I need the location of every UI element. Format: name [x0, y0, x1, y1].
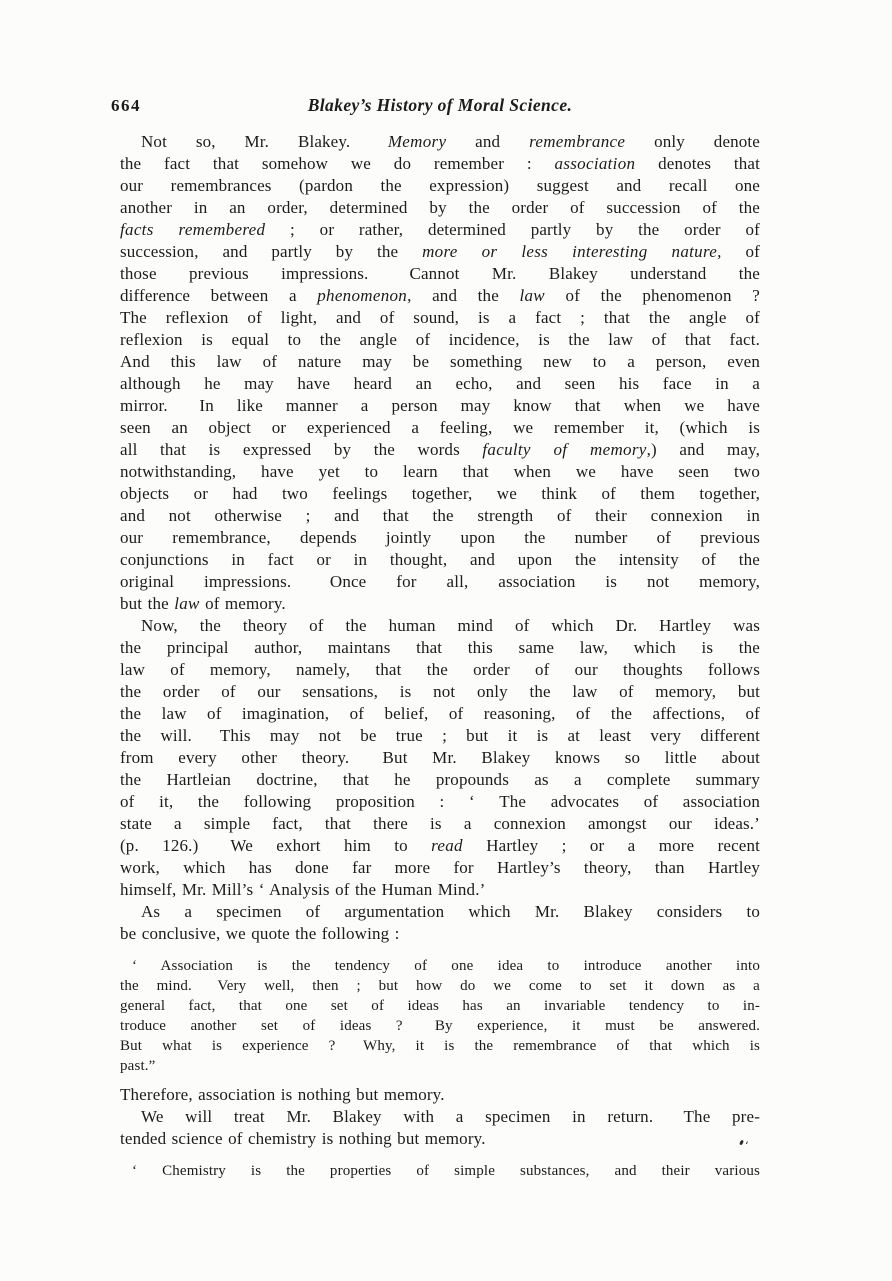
text-run: himself, Mr. Mill’s ‘ Analysis of the Human Mind.’ — [120, 880, 486, 899]
text-run: Now, the theory of the human mind of which Dr. Hartley was — [141, 616, 760, 635]
text-run: objects or had two feelings together, we think of them together, — [120, 484, 760, 503]
running-title: Blakey’s History of Moral Science. — [307, 95, 573, 115]
text-run: ; or rather, determined partly by the order of — [265, 220, 760, 239]
text-run: Not so, Mr. Blakey. — [141, 132, 388, 151]
text-line — [120, 901, 760, 923]
text-run: of memory. — [199, 594, 286, 613]
text-run: The reflexion of light, and of sound, is a fact ; that the angle of — [120, 308, 760, 327]
text-line — [120, 1084, 760, 1106]
text-run: those previous impressions. Cannot Mr. Blakey understand the — [120, 264, 760, 283]
text-line — [120, 153, 760, 175]
text-line — [120, 241, 760, 263]
text-line — [120, 659, 760, 681]
text-run: We will treat Mr. Blakey with a specimen in return. The pre- — [141, 1107, 760, 1126]
text-run: original impressions. Once for all, association is not memory, — [120, 572, 760, 591]
text-run: And this law of nature may be something new to a person, even — [120, 352, 760, 371]
text-line — [120, 1106, 760, 1128]
body-paragraph — [120, 901, 760, 945]
text-line — [120, 813, 760, 835]
text-run: the fact that somehow we do remember : — [120, 154, 555, 173]
emphasized-text: faculty of memory — [482, 440, 647, 459]
text-run: all that is expressed by the words — [120, 440, 483, 459]
text-run: ‘ Chemistry is the properties of simple substances, and their various — [132, 1163, 760, 1179]
text-run: our remembrances (pardon the expression) suggest and recall one — [120, 176, 760, 195]
text-run: mirror. In like manner a person may know that when we have — [120, 396, 760, 415]
text-line — [120, 1128, 760, 1150]
text-run: reflexion is equal to the angle of incidence, is the law of that fact. — [120, 330, 760, 349]
text-run: , and the — [407, 286, 520, 305]
text-line — [120, 923, 760, 945]
text-run: the law of imagination, of belief, of reasoning, of the affections, of — [120, 704, 760, 723]
emphasized-text: Memory — [387, 132, 447, 151]
text-line — [120, 615, 760, 637]
text-line — [120, 976, 760, 996]
blockquote-paragraph — [120, 956, 760, 1076]
text-line — [120, 747, 760, 769]
emphasized-text: law — [174, 594, 200, 613]
text-run: although he may have heard an echo, and seen his face in a — [120, 374, 760, 393]
text-line — [120, 637, 760, 659]
body-paragraph — [120, 615, 760, 901]
text-line — [120, 681, 760, 703]
text-run: the Hartleian doctrine, that he propounds as a complete summary — [120, 770, 760, 789]
text-run: (p. 126.) We exhort him to — [120, 836, 432, 855]
text-run: But what is experience ? Why, it is the remembrance of that which is — [120, 1038, 760, 1054]
text-line — [120, 1036, 760, 1056]
page-number: 664 — [111, 96, 141, 115]
body-paragraph — [120, 1106, 760, 1150]
text-run: of the phenomenon ? — [544, 286, 760, 305]
text-run: another in an order, determined by the order of succession of the — [120, 198, 760, 217]
text-line — [120, 263, 760, 285]
text-run: As a specimen of argumentation which Mr. Blakey considers to — [141, 902, 760, 921]
text-run: from every other theory. But Mr. Blakey knows so little about — [120, 748, 760, 767]
text-line — [120, 725, 760, 747]
text-line — [120, 791, 760, 813]
page-header — [111, 95, 760, 119]
text-line — [120, 1161, 760, 1181]
emphasized-text: read — [431, 836, 463, 855]
text-run: of — [721, 242, 760, 261]
text-line — [120, 175, 760, 197]
body-paragraph — [120, 131, 760, 615]
text-run: and — [446, 132, 530, 151]
text-run: notwithstanding, have yet to learn that when we have seen two — [120, 462, 760, 481]
text-line — [120, 373, 760, 395]
text-run: seen an object or experienced a feeling, we remember it, (which is — [120, 418, 760, 437]
text-line — [120, 527, 760, 549]
text-run: conjunctions in fact or in thought, and upon the intensity of the — [120, 550, 760, 569]
text-line — [120, 879, 760, 901]
text-block — [120, 131, 760, 1189]
text-line — [120, 483, 760, 505]
text-run: troduce another set of ideas ? By experience, it must be answered. — [120, 1018, 760, 1034]
emphasized-text: phenomenon — [317, 286, 408, 305]
text-line — [120, 307, 760, 329]
emphasized-text: facts remembered — [120, 220, 266, 239]
text-line — [120, 285, 760, 307]
text-run: Therefore, association is nothing but memory. — [120, 1085, 445, 1104]
text-run: our remembrance, depends jointly upon the number of previous — [120, 528, 760, 547]
text-run: but the — [120, 594, 175, 613]
text-run: law of memory, namely, that the order of our thoughts follows — [120, 660, 760, 679]
text-run: state a simple fact, that there is a connexion amongst our ideas.’ — [120, 814, 760, 833]
text-run: of it, the following proposition : ‘ The advocates of association — [120, 792, 760, 811]
text-run: the order of our sensations, is not only the law of memory, but — [120, 682, 760, 701]
text-run: succession, and partly by the — [120, 242, 423, 261]
text-line — [120, 1056, 760, 1076]
text-line — [120, 461, 760, 483]
text-line — [120, 131, 760, 153]
text-run: ‘ Association is the tendency of one idea to introduce another into — [132, 958, 760, 974]
text-line — [120, 571, 760, 593]
text-run: Hartley ; or a more recent — [462, 836, 760, 855]
text-line — [120, 439, 760, 461]
text-line — [120, 417, 760, 439]
text-run: ,) and may, — [646, 440, 760, 459]
emphasized-text: law — [519, 286, 545, 305]
text-run: difference between a — [120, 286, 318, 305]
text-run: only denote — [625, 132, 761, 151]
text-run: the mind. Very well, then ; but how do we come to set it down as a — [120, 978, 760, 994]
text-run: the will. This may not be true ; but it is at least very different — [120, 726, 760, 745]
text-run: past.” — [120, 1058, 156, 1074]
text-run: general fact, that one set of ideas has an invariable tendency to in- — [120, 998, 760, 1014]
text-run: the principal author, maintans that this same law, which is the — [120, 638, 760, 657]
text-line — [120, 835, 760, 857]
text-line — [120, 593, 760, 615]
text-run: be conclusive, we quote the following : — [120, 924, 400, 943]
text-run: and not otherwise ; and that the strength of their connexion in — [120, 506, 760, 525]
text-line — [120, 703, 760, 725]
text-run: tended science of chemistry is nothing but memory. — [120, 1129, 486, 1148]
text-line — [120, 549, 760, 571]
text-line — [120, 857, 760, 879]
text-line — [120, 197, 760, 219]
text-line — [120, 219, 760, 241]
text-run: denotes that — [635, 154, 761, 173]
emphasized-text: remembrance — [529, 132, 626, 151]
text-line — [120, 351, 760, 373]
text-line — [120, 505, 760, 527]
text-line — [120, 329, 760, 351]
blockquote-paragraph — [120, 1161, 760, 1181]
text-line — [120, 769, 760, 791]
text-line — [120, 395, 760, 417]
text-line — [120, 996, 760, 1016]
emphasized-text: association — [554, 154, 636, 173]
emphasized-text: more or less interesting nature, — [422, 242, 722, 261]
body-paragraph — [120, 1084, 760, 1106]
text-run: work, which has done far more for Hartley’s theory, than Hartley — [120, 858, 760, 877]
text-line — [120, 956, 760, 976]
text-line — [120, 1016, 760, 1036]
